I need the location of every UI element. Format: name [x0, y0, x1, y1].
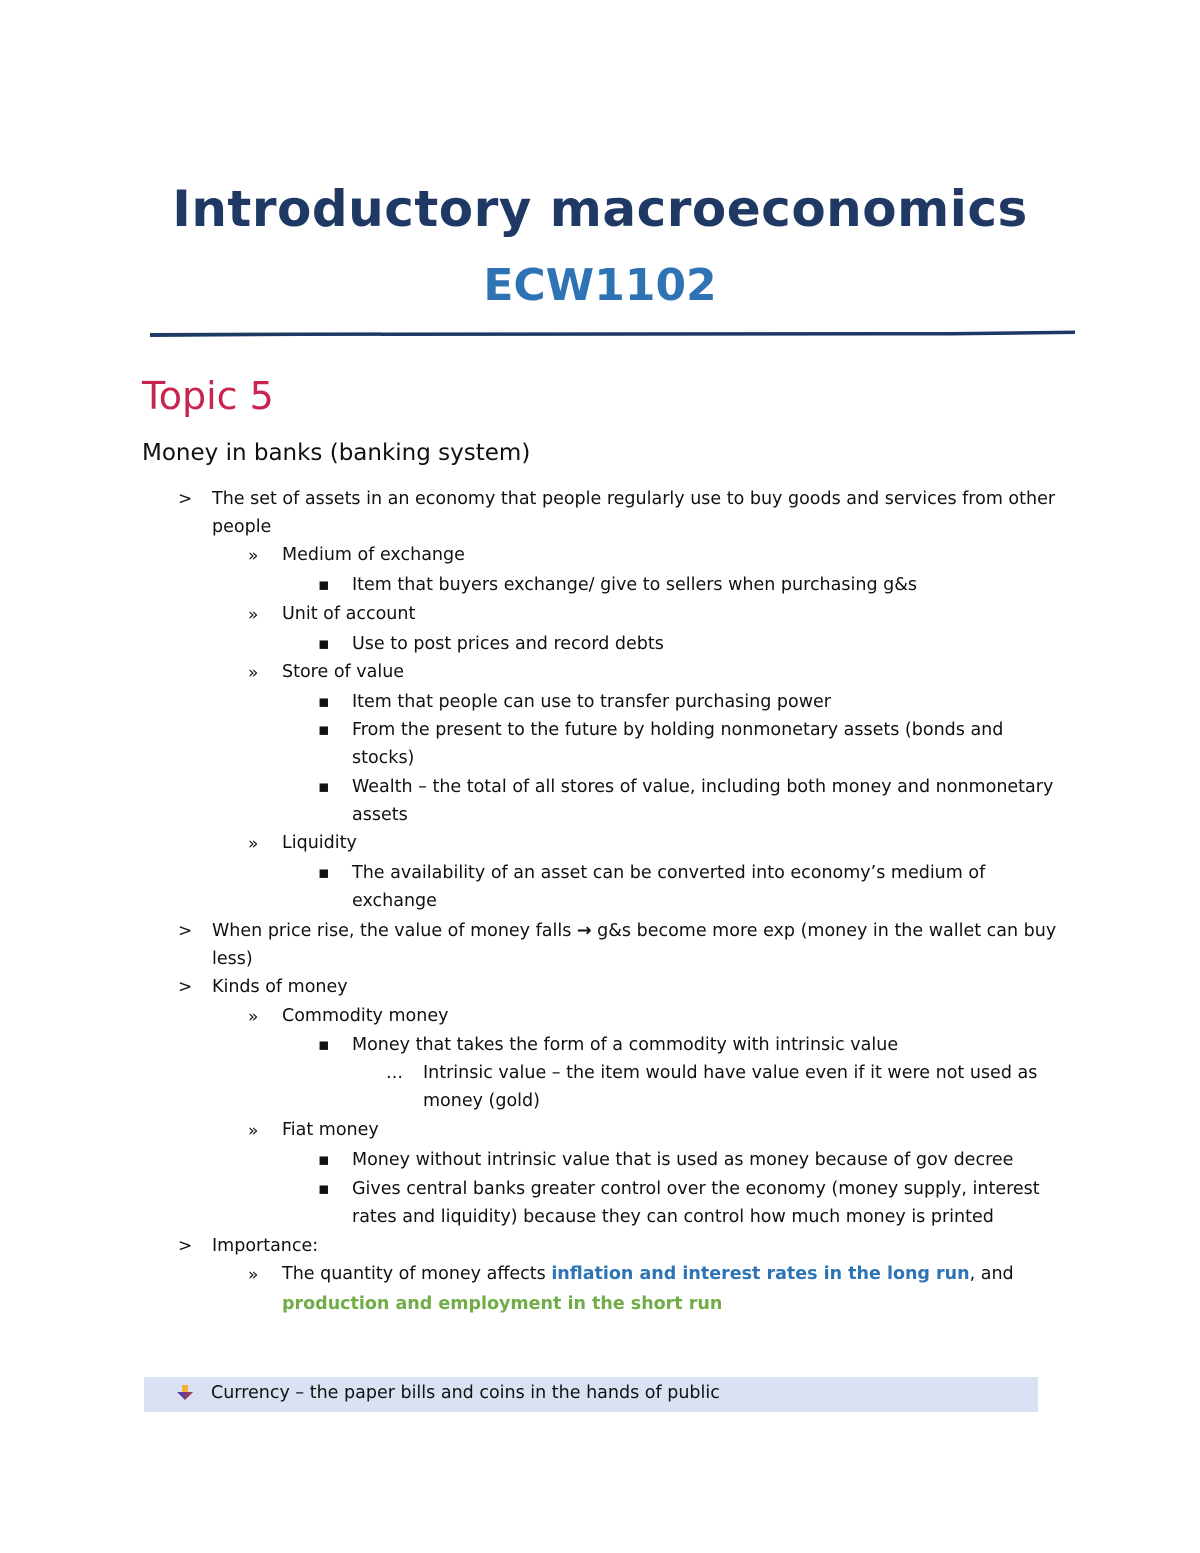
list-item	[212, 921, 1056, 941]
level3-bullet: ▪	[318, 1179, 330, 1199]
highlight-green: production and employment in the short run	[282, 1294, 723, 1314]
level3-bullet: ▪	[318, 1150, 330, 1170]
level1-bullet: >	[178, 977, 193, 997]
course-code: ECW1102	[483, 260, 717, 311]
topic-heading: Topic 5	[142, 374, 274, 418]
definition-callout	[144, 1377, 1038, 1412]
level2-bullet: »	[248, 605, 259, 625]
level1-bullet: >	[178, 489, 193, 509]
list-item: Intrinsic value – the item would have value even if it were not used as	[423, 1063, 1038, 1083]
title-divider	[150, 330, 1075, 337]
level2-bullet: »	[248, 834, 259, 854]
level2-bullet: »	[248, 1265, 259, 1285]
level2-bullet: »	[248, 1121, 259, 1141]
list-item: Unit of account	[282, 604, 416, 624]
list-item: The set of assets in an economy that people regularly use to buy goods and services from other	[212, 489, 1056, 509]
list-item-continuation: exchange	[352, 891, 437, 911]
list-item: Item that people can use to transfer purchasing power	[352, 692, 832, 712]
list-item: Money that takes the form of a commodity with intrinsic value	[352, 1035, 899, 1055]
level1-bullet: >	[178, 921, 193, 941]
list-item: Wealth – the total of all stores of value, including both money and nonmonetary	[352, 777, 1054, 797]
list-item: From the present to the future by holding nonmonetary assets (bonds and	[352, 720, 1004, 740]
list-item-text: , and	[969, 1264, 1014, 1284]
level3-bullet: ▪	[318, 692, 330, 712]
list-item: Gives central banks greater control over the economy (money supply, interest	[352, 1179, 1040, 1199]
list-item: Item that buyers exchange/ give to sellers when purchasing g&s	[352, 575, 917, 595]
list-item: Use to post prices and record debts	[352, 634, 664, 654]
list-item-continuation: people	[212, 517, 272, 537]
list-item: Kinds of money	[212, 977, 348, 997]
list-item-text: When price rise, the value of money falls	[212, 921, 572, 941]
section-subheading: Money in banks (banking system)	[142, 440, 531, 466]
list-item: The availability of an asset can be converted into economy’s medium of	[352, 863, 986, 883]
level2-bullet: »	[248, 1007, 259, 1027]
list-item: Medium of exchange	[282, 545, 465, 565]
list-item: Store of value	[282, 662, 405, 682]
highlight-blue: inflation and interest rates in the long run	[551, 1264, 970, 1284]
callout-text: Currency – the paper bills and coins in the hands of public	[211, 1383, 720, 1403]
list-item-text: The quantity of money affects	[282, 1264, 552, 1284]
list-item: Money without intrinsic value that is used as money because of gov decree	[352, 1150, 1014, 1170]
list-item-continuation: stocks)	[352, 748, 415, 768]
list-item	[282, 1264, 1014, 1284]
level4-bullet: …	[386, 1063, 403, 1083]
right-arrow-icon: →	[576, 921, 592, 941]
level3-bullet: ▪	[318, 863, 330, 883]
level2-bullet: »	[248, 546, 259, 566]
list-item-continuation: money (gold)	[423, 1091, 540, 1111]
list-item-continuation: assets	[352, 805, 408, 825]
level2-bullet: »	[248, 663, 259, 683]
list-item-text: g&s become more exp (money in the wallet can buy	[597, 921, 1057, 941]
list-item: Liquidity	[282, 833, 357, 853]
level3-bullet: ▪	[318, 634, 330, 654]
level3-bullet: ▪	[318, 1035, 330, 1055]
down-arrow-icon	[176, 1384, 194, 1402]
list-item: Commodity money	[282, 1006, 449, 1026]
document-title: Introductory macroeconomics	[172, 180, 1028, 238]
list-item: Fiat money	[282, 1120, 379, 1140]
list-item: Importance:	[212, 1236, 319, 1256]
level3-bullet: ▪	[318, 575, 330, 595]
level3-bullet: ▪	[318, 777, 330, 797]
list-item-continuation: rates and liquidity) because they can control how much money is printed	[352, 1207, 994, 1227]
level1-bullet: >	[178, 1236, 193, 1256]
list-item-continuation: less)	[212, 949, 253, 969]
level3-bullet: ▪	[318, 720, 330, 740]
